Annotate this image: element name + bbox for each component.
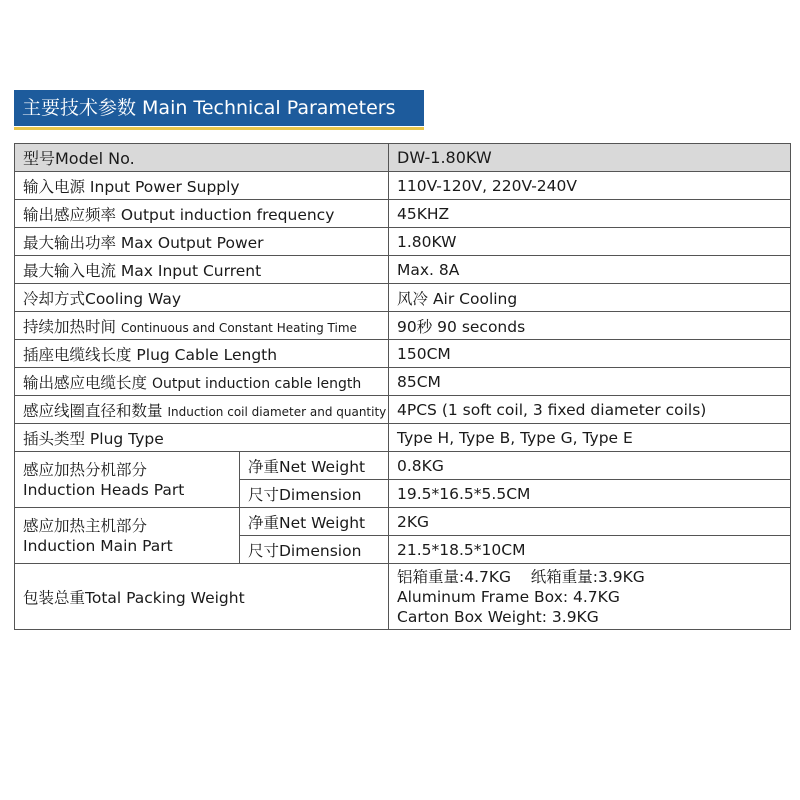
section-title: 主要技术参数 Main Technical Parameters <box>14 90 424 126</box>
model-value: DW-1.80KW <box>389 144 791 172</box>
row-label-en: Induction coil diameter and quantity <box>167 404 387 419</box>
row-value: 90秒 90 seconds <box>389 312 791 340</box>
row-value: Type H, Type B, Type G, Type E <box>389 424 791 452</box>
table-row <box>15 340 791 368</box>
row-value: 110V-120V, 220V-240V <box>389 172 791 200</box>
packing-row <box>15 564 791 630</box>
row-label-en: Output induction cable length <box>151 375 362 392</box>
row-label-en: Continuous and Constant Heating Time <box>120 320 357 335</box>
row-value: 1.80KW <box>389 228 791 256</box>
row-value: Max. 8A <box>389 256 791 284</box>
row-label: 输入电源 Input Power Supply <box>15 172 389 200</box>
row-label: 插头类型 Plug Type <box>15 424 389 452</box>
row-value: 4PCS (1 soft coil, 3 fixed diameter coils) <box>389 396 791 424</box>
row-value: 19.5*16.5*5.5CM <box>389 480 791 508</box>
row-label: 插座电缆线长度 Plug Cable Length <box>15 340 389 368</box>
sub-label: 净重Net Weight <box>240 452 389 480</box>
table-row <box>15 228 791 256</box>
table-row <box>15 424 791 452</box>
row-label-cn: 持续加热时间 <box>23 317 117 336</box>
table-row <box>15 256 791 284</box>
table-header-row <box>15 144 791 172</box>
table-row <box>15 200 791 228</box>
table-row <box>15 312 791 340</box>
row-label: 最大输出功率 Max Output Power <box>15 228 389 256</box>
group-label-main <box>15 508 240 564</box>
packing-line: Aluminum Frame Box: 4.7KG <box>397 587 620 606</box>
sub-label: 尺寸Dimension <box>240 480 389 508</box>
group-label-heads <box>15 452 240 508</box>
row-value: 150CM <box>389 340 791 368</box>
row-label <box>15 368 389 396</box>
sub-label: 净重Net Weight <box>240 508 389 536</box>
title-underline <box>14 127 424 130</box>
sub-label: 尺寸Dimension <box>240 536 389 564</box>
table-row <box>15 284 791 312</box>
model-label: 型号Model No. <box>15 144 389 172</box>
parameters-table <box>14 143 791 630</box>
row-value: 21.5*18.5*10CM <box>389 536 791 564</box>
row-value: 85CM <box>389 368 791 396</box>
row-label <box>15 396 389 424</box>
packing-line: Carton Box Weight: 3.9KG <box>397 607 599 626</box>
packing-label: 包装总重Total Packing Weight <box>15 564 389 630</box>
table-row <box>15 368 791 396</box>
group-label-en: Induction Heads Part <box>23 480 185 499</box>
group-row <box>15 452 791 480</box>
row-label: 最大输入电流 Max Input Current <box>15 256 389 284</box>
row-label: 输出感应频率 Output induction frequency <box>15 200 389 228</box>
group-label-en: Induction Main Part <box>23 536 173 555</box>
group-label-cn: 感应加热分机部分 <box>23 460 148 479</box>
table-row <box>15 172 791 200</box>
row-value: 45KHZ <box>389 200 791 228</box>
row-value: 风冷 Air Cooling <box>389 284 791 312</box>
group-label-cn: 感应加热主机部分 <box>23 516 148 535</box>
row-label <box>15 312 389 340</box>
packing-line: 铝箱重量:4.7KG 纸箱重量:3.9KG <box>397 567 645 586</box>
row-label-cn: 输出感应电缆长度 <box>23 373 148 392</box>
packing-value <box>389 564 791 630</box>
group-row <box>15 508 791 536</box>
row-label-cn: 感应线圈直径和数量 <box>23 401 163 420</box>
table-row <box>15 396 791 424</box>
row-label: 冷却方式Cooling Way <box>15 284 389 312</box>
row-value: 0.8KG <box>389 452 791 480</box>
row-value: 2KG <box>389 508 791 536</box>
